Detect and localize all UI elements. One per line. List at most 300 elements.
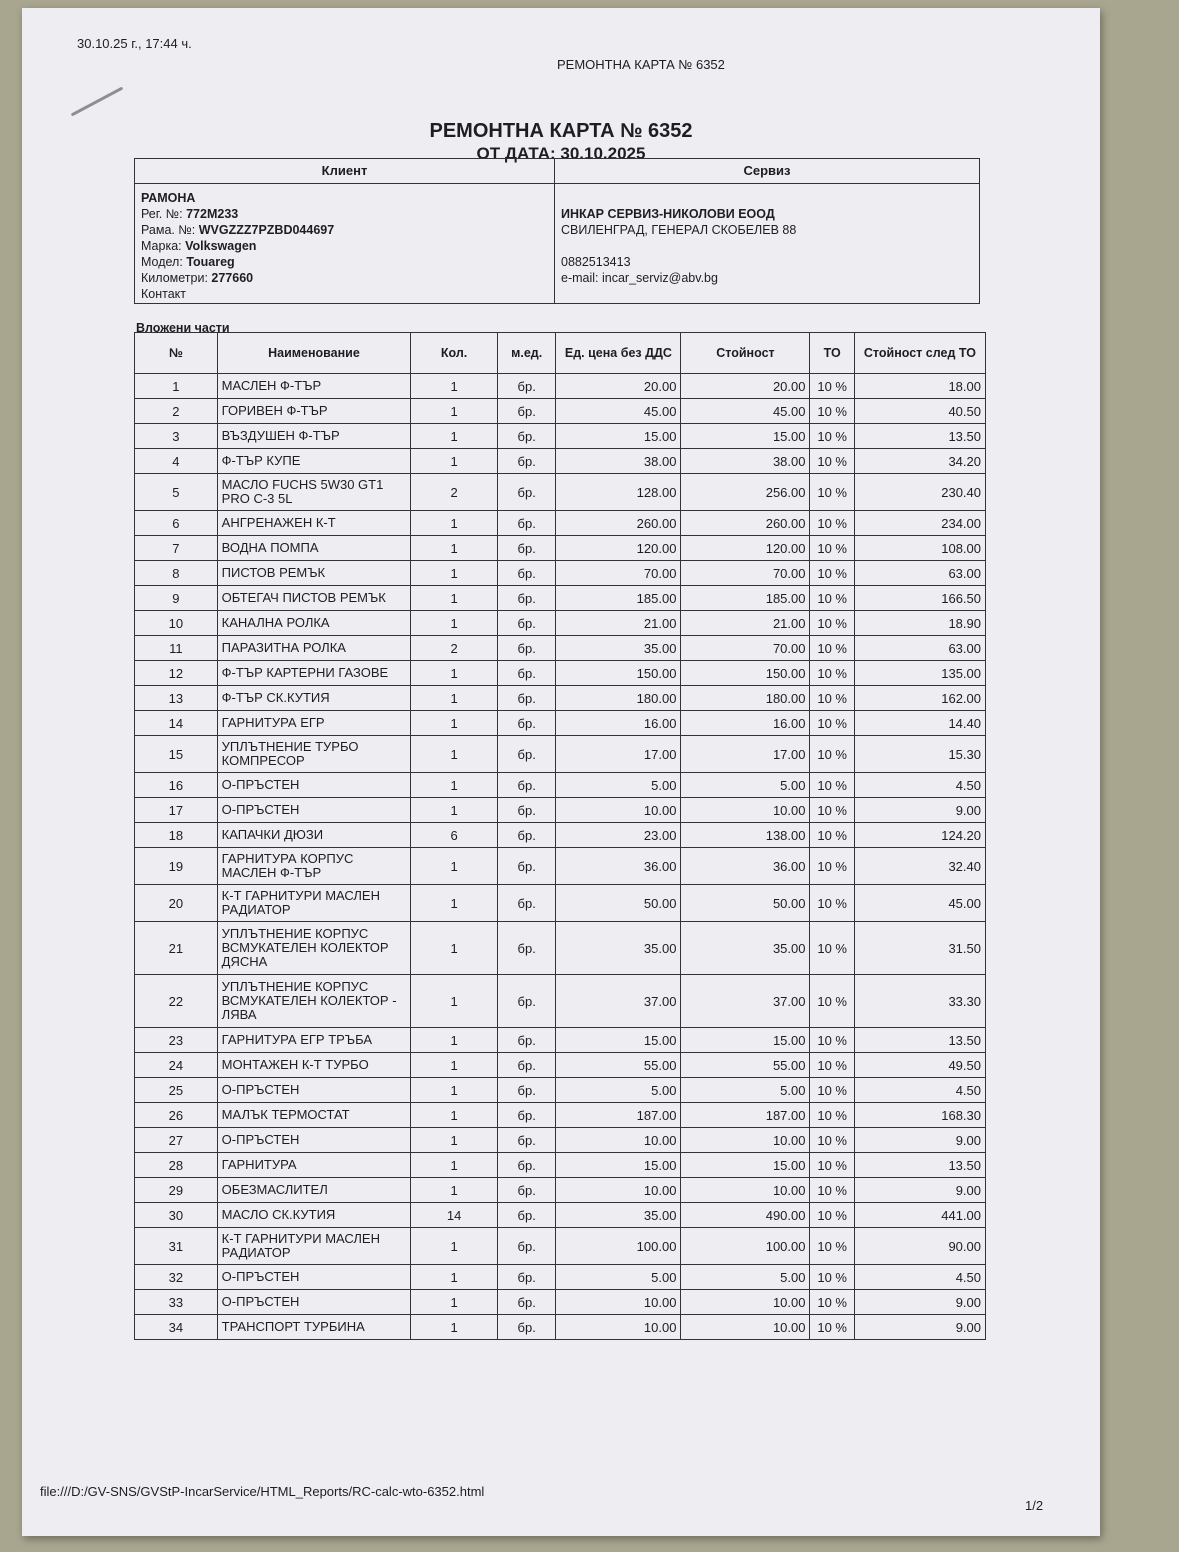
- client-name: РАМОНА: [141, 191, 196, 205]
- table-cell: 5.00: [556, 1265, 681, 1290]
- table-cell: бр.: [497, 736, 555, 773]
- table-cell: 8: [135, 561, 218, 586]
- table-cell: 1: [411, 1128, 498, 1153]
- table-row: [135, 1153, 986, 1178]
- table-cell: 1: [411, 1290, 498, 1315]
- table-cell: 10.00: [556, 798, 681, 823]
- table-cell: 1: [411, 611, 498, 636]
- table-cell: бр.: [497, 1290, 555, 1315]
- table-cell: 1: [411, 586, 498, 611]
- table-row: [135, 611, 986, 636]
- table-row: [135, 885, 986, 922]
- table-cell: 13.50: [854, 1153, 985, 1178]
- table-cell: 1: [411, 1028, 498, 1053]
- table-cell: 33: [135, 1290, 218, 1315]
- table-cell: 10.00: [681, 1315, 810, 1340]
- table-cell: 166.50: [854, 586, 985, 611]
- table-row: [135, 1053, 986, 1078]
- table-cell: 9.00: [854, 1178, 985, 1203]
- table-cell: 18: [135, 823, 218, 848]
- table-cell: 16: [135, 773, 218, 798]
- table-cell: 35.00: [681, 922, 810, 975]
- table-cell: 150.00: [681, 661, 810, 686]
- table-cell: КАПАЧКИ ДЮЗИ: [217, 823, 411, 848]
- make-label: Марка:: [141, 239, 182, 253]
- table-cell: 16.00: [681, 711, 810, 736]
- table-cell: 124.20: [854, 823, 985, 848]
- print-header-title: РЕМОНТНА КАРТА № 6352: [557, 57, 725, 72]
- table-cell: 20.00: [556, 374, 681, 399]
- reg-label: Рег. №:: [141, 207, 183, 221]
- table-cell: 10.00: [556, 1315, 681, 1340]
- table-row: [135, 1128, 986, 1153]
- table-row: [135, 1103, 986, 1128]
- table-cell: 16.00: [556, 711, 681, 736]
- table-cell: 35.00: [556, 922, 681, 975]
- table-cell: 1: [411, 1078, 498, 1103]
- table-cell: бр.: [497, 686, 555, 711]
- table-cell: 15.30: [854, 736, 985, 773]
- table-cell: 10 %: [810, 536, 854, 561]
- column-header: №: [135, 333, 218, 374]
- table-cell: Ф-ТЪР СК.КУТИЯ: [217, 686, 411, 711]
- table-cell: 5.00: [681, 1078, 810, 1103]
- table-cell: МАСЛЕН Ф-ТЪР: [217, 374, 411, 399]
- table-cell: 10 %: [810, 661, 854, 686]
- table-cell: 24: [135, 1053, 218, 1078]
- table-cell: 5.00: [681, 1265, 810, 1290]
- table-cell: 70.00: [556, 561, 681, 586]
- table-cell: 14.40: [854, 711, 985, 736]
- table-cell: 10 %: [810, 922, 854, 975]
- table-cell: бр.: [497, 1153, 555, 1178]
- table-cell: 10 %: [810, 736, 854, 773]
- table-cell: 1: [135, 374, 218, 399]
- table-cell: 63.00: [854, 561, 985, 586]
- table-cell: ТРАНСПОРТ ТУРБИНА: [217, 1315, 411, 1340]
- table-row: [135, 686, 986, 711]
- service-name: ИНКАР СЕРВИЗ-НИКОЛОВИ ЕООД: [561, 207, 775, 221]
- table-row: [135, 399, 986, 424]
- table-cell: 10: [135, 611, 218, 636]
- table-cell: 15.00: [681, 1028, 810, 1053]
- table-cell: 23: [135, 1028, 218, 1053]
- table-cell: 10 %: [810, 1290, 854, 1315]
- table-cell: бр.: [497, 798, 555, 823]
- table-cell: 1: [411, 661, 498, 686]
- table-row: [135, 561, 986, 586]
- table-cell: 1: [411, 449, 498, 474]
- document-page: [22, 8, 1100, 1536]
- table-cell: УПЛЪТНЕНИЕ ТУРБО КОМПРЕСОР: [217, 736, 411, 773]
- table-cell: 3: [135, 424, 218, 449]
- table-cell: 30: [135, 1203, 218, 1228]
- table-cell: бр.: [497, 823, 555, 848]
- table-cell: 2: [411, 474, 498, 511]
- table-cell: 162.00: [854, 686, 985, 711]
- table-body: [135, 374, 986, 1340]
- table-cell: 185.00: [681, 586, 810, 611]
- table-cell: 15.00: [681, 424, 810, 449]
- table-cell: 1: [411, 399, 498, 424]
- reg-value: 772M233: [186, 207, 239, 221]
- table-cell: 1: [411, 1265, 498, 1290]
- table-cell: ГАРНИТУРА ЕГР: [217, 711, 411, 736]
- table-cell: 15.00: [556, 1028, 681, 1053]
- table-row: [135, 1078, 986, 1103]
- table-cell: 9.00: [854, 798, 985, 823]
- table-cell: 1: [411, 1103, 498, 1128]
- table-cell: 5.00: [556, 1078, 681, 1103]
- table-cell: 185.00: [556, 586, 681, 611]
- table-cell: 1: [411, 773, 498, 798]
- table-cell: 21: [135, 922, 218, 975]
- table-cell: 10 %: [810, 798, 854, 823]
- table-cell: АНГРЕНАЖЕН К-Т: [217, 511, 411, 536]
- table-cell: 19: [135, 848, 218, 885]
- table-cell: 260.00: [556, 511, 681, 536]
- table-cell: 32: [135, 1265, 218, 1290]
- table-cell: 10 %: [810, 1103, 854, 1128]
- table-cell: 2: [135, 399, 218, 424]
- table-cell: 120.00: [556, 536, 681, 561]
- table-cell: 1: [411, 1178, 498, 1203]
- table-cell: 4.50: [854, 773, 985, 798]
- table-cell: 34.20: [854, 449, 985, 474]
- table-cell: 120.00: [681, 536, 810, 561]
- table-cell: бр.: [497, 561, 555, 586]
- table-cell: бр.: [497, 661, 555, 686]
- table-cell: 4: [135, 449, 218, 474]
- column-header: Стойност: [681, 333, 810, 374]
- table-cell: 10 %: [810, 975, 854, 1028]
- table-cell: 10.00: [556, 1128, 681, 1153]
- column-header: Наименование: [217, 333, 411, 374]
- table-cell: О-ПРЪСТЕН: [217, 1265, 411, 1290]
- table-cell: 15.00: [681, 1153, 810, 1178]
- vin-label: Рама. №:: [141, 223, 196, 237]
- table-cell: Ф-ТЪР КУПЕ: [217, 449, 411, 474]
- table-cell: 10 %: [810, 586, 854, 611]
- staple-icon: [71, 87, 124, 117]
- page-title: РЕМОНТНА КАРТА № 6352: [429, 120, 693, 142]
- table-row: [135, 1028, 986, 1053]
- table-cell: бр.: [497, 1128, 555, 1153]
- table-cell: К-Т ГАРНИТУРИ МАСЛЕН РАДИАТОР: [217, 1228, 411, 1265]
- table-row: [135, 711, 986, 736]
- table-cell: ВЪЗДУШЕН Ф-ТЪР: [217, 424, 411, 449]
- table-cell: 10.00: [681, 1178, 810, 1203]
- table-cell: бр.: [497, 1228, 555, 1265]
- table-cell: 441.00: [854, 1203, 985, 1228]
- table-cell: 10 %: [810, 424, 854, 449]
- table-cell: 25: [135, 1078, 218, 1103]
- table-cell: 11: [135, 636, 218, 661]
- table-cell: 1: [411, 536, 498, 561]
- table-cell: МАСЛО FUCHS 5W30 GT1 PRO C-3 5L: [217, 474, 411, 511]
- model-label: Модел:: [141, 255, 183, 269]
- table-cell: 256.00: [681, 474, 810, 511]
- table-cell: 45.00: [854, 885, 985, 922]
- table-cell: бр.: [497, 922, 555, 975]
- table-cell: бр.: [497, 511, 555, 536]
- table-cell: 135.00: [854, 661, 985, 686]
- table-cell: 9.00: [854, 1128, 985, 1153]
- column-header: Кол.: [411, 333, 498, 374]
- table-row: [135, 424, 986, 449]
- service-info: [555, 184, 979, 304]
- table-cell: 10 %: [810, 885, 854, 922]
- table-cell: Ф-ТЪР КАРТЕРНИ ГАЗОВЕ: [217, 661, 411, 686]
- table-cell: 10.00: [681, 798, 810, 823]
- table-cell: 27: [135, 1128, 218, 1153]
- table-cell: О-ПРЪСТЕН: [217, 1128, 411, 1153]
- table-cell: 17: [135, 798, 218, 823]
- service-address: СВИЛЕНГРАД, ГЕНЕРАЛ СКОБЕЛЕВ 88: [561, 223, 797, 237]
- table-cell: 10 %: [810, 511, 854, 536]
- table-row: [135, 474, 986, 511]
- table-cell: 10 %: [810, 823, 854, 848]
- table-cell: бр.: [497, 449, 555, 474]
- table-cell: 5: [135, 474, 218, 511]
- table-cell: 10 %: [810, 1315, 854, 1340]
- table-cell: КАНАЛНА РОЛКА: [217, 611, 411, 636]
- table-cell: 70.00: [681, 561, 810, 586]
- table-row: [135, 975, 986, 1028]
- table-cell: 26: [135, 1103, 218, 1128]
- table-row: [135, 1290, 986, 1315]
- table-cell: ВОДНА ПОМПА: [217, 536, 411, 561]
- table-cell: УПЛЪТНЕНИЕ КОРПУС ВСМУКАТЕЛЕН КОЛЕКТОР - ЛЯВА: [217, 975, 411, 1028]
- table-cell: 187.00: [556, 1103, 681, 1128]
- table-cell: бр.: [497, 773, 555, 798]
- service-phone: 0882513413: [561, 255, 631, 269]
- table-cell: 490.00: [681, 1203, 810, 1228]
- table-cell: 22: [135, 975, 218, 1028]
- table-cell: 150.00: [556, 661, 681, 686]
- table-cell: 1: [411, 736, 498, 773]
- table-row: [135, 536, 986, 561]
- table-cell: УПЛЪТНЕНИЕ КОРПУС ВСМУКАТЕЛЕН КОЛЕКТОР ДЯСНА: [217, 922, 411, 975]
- table-cell: 234.00: [854, 511, 985, 536]
- table-cell: 15: [135, 736, 218, 773]
- table-cell: 37.00: [556, 975, 681, 1028]
- table-row: [135, 823, 986, 848]
- table-cell: 180.00: [681, 686, 810, 711]
- table-cell: 90.00: [854, 1228, 985, 1265]
- table-cell: 63.00: [854, 636, 985, 661]
- table-row: [135, 511, 986, 536]
- table-row: [135, 848, 986, 885]
- table-cell: 10 %: [810, 561, 854, 586]
- table-cell: бр.: [497, 1103, 555, 1128]
- table-cell: 38.00: [556, 449, 681, 474]
- table-cell: 10 %: [810, 449, 854, 474]
- table-cell: бр.: [497, 424, 555, 449]
- table-cell: 33.30: [854, 975, 985, 1028]
- table-cell: бр.: [497, 1078, 555, 1103]
- table-cell: 13.50: [854, 1028, 985, 1053]
- column-header: ТО: [810, 333, 854, 374]
- table-cell: 23.00: [556, 823, 681, 848]
- table-cell: 7: [135, 536, 218, 561]
- table-cell: ГАРНИТУРА КОРПУС МАСЛЕН Ф-ТЪР: [217, 848, 411, 885]
- table-cell: 10 %: [810, 1053, 854, 1078]
- table-cell: 10 %: [810, 1028, 854, 1053]
- table-cell: 15.00: [556, 1153, 681, 1178]
- table-cell: 34: [135, 1315, 218, 1340]
- page-subtitle: ОТ ДАТА: 30.10.2025: [476, 144, 646, 163]
- table-cell: 2: [411, 636, 498, 661]
- table-cell: 1: [411, 885, 498, 922]
- table-cell: 17.00: [681, 736, 810, 773]
- table-row: [135, 586, 986, 611]
- table-cell: 70.00: [681, 636, 810, 661]
- table-cell: 1: [411, 1053, 498, 1078]
- table-row: [135, 736, 986, 773]
- table-cell: 1: [411, 1153, 498, 1178]
- table-cell: ГАРНИТУРА ЕГР ТРЪБА: [217, 1028, 411, 1053]
- table-cell: 1: [411, 511, 498, 536]
- table-cell: 14: [135, 711, 218, 736]
- table-cell: 9: [135, 586, 218, 611]
- table-cell: 13: [135, 686, 218, 711]
- table-cell: бр.: [497, 586, 555, 611]
- table-cell: 1: [411, 1315, 498, 1340]
- service-email: e-mail: incar_serviz@abv.bg: [561, 271, 718, 285]
- table-cell: 13.50: [854, 424, 985, 449]
- table-row: [135, 1315, 986, 1340]
- table-cell: 10 %: [810, 474, 854, 511]
- table-cell: 10 %: [810, 1178, 854, 1203]
- table-cell: 1: [411, 798, 498, 823]
- table-cell: 180.00: [556, 686, 681, 711]
- table-header-row: [135, 333, 986, 374]
- table-cell: 10 %: [810, 1153, 854, 1178]
- table-cell: МАЛЪК ТЕРМОСТАТ: [217, 1103, 411, 1128]
- table-cell: 36.00: [556, 848, 681, 885]
- table-cell: ОБТЕГАЧ ПИСТОВ РЕМЪК: [217, 586, 411, 611]
- table-cell: 10 %: [810, 1228, 854, 1265]
- table-cell: 50.00: [681, 885, 810, 922]
- table-cell: 10 %: [810, 374, 854, 399]
- table-cell: 45.00: [556, 399, 681, 424]
- table-cell: 35.00: [556, 636, 681, 661]
- table-cell: 168.30: [854, 1103, 985, 1128]
- client-heading: Клиент: [135, 159, 555, 183]
- table-cell: 4.50: [854, 1078, 985, 1103]
- vin-value: WVGZZZ7PZBD044697: [198, 223, 335, 237]
- table-cell: 55.00: [681, 1053, 810, 1078]
- table-cell: МАСЛО СК.КУТИЯ: [217, 1203, 411, 1228]
- table-cell: бр.: [497, 885, 555, 922]
- table-cell: 10 %: [810, 636, 854, 661]
- table-cell: 100.00: [681, 1228, 810, 1265]
- table-cell: бр.: [497, 374, 555, 399]
- table-cell: 1: [411, 424, 498, 449]
- table-cell: 10 %: [810, 773, 854, 798]
- table-cell: бр.: [497, 1203, 555, 1228]
- table-row: [135, 1228, 986, 1265]
- table-cell: 10 %: [810, 399, 854, 424]
- table-cell: 45.00: [681, 399, 810, 424]
- km-value: 277660: [211, 271, 254, 285]
- client-service-box: [134, 158, 980, 304]
- table-cell: 18.90: [854, 611, 985, 636]
- client-info: [135, 184, 555, 304]
- table-cell: 10 %: [810, 611, 854, 636]
- column-header: Стойност след ТО: [854, 333, 985, 374]
- table-cell: 1: [411, 975, 498, 1028]
- table-cell: 55.00: [556, 1053, 681, 1078]
- contact-label: Контакт: [141, 287, 187, 301]
- table-cell: бр.: [497, 711, 555, 736]
- table-row: [135, 773, 986, 798]
- table-cell: О-ПРЪСТЕН: [217, 1290, 411, 1315]
- table-cell: 18.00: [854, 374, 985, 399]
- table-cell: 230.40: [854, 474, 985, 511]
- table-cell: 1: [411, 848, 498, 885]
- table-cell: 32.40: [854, 848, 985, 885]
- print-timestamp: 30.10.25 г., 17:44 ч.: [77, 36, 192, 51]
- table-cell: 36.00: [681, 848, 810, 885]
- table-row: [135, 636, 986, 661]
- table-cell: 50.00: [556, 885, 681, 922]
- table-cell: О-ПРЪСТЕН: [217, 773, 411, 798]
- table-cell: 1: [411, 561, 498, 586]
- table-cell: бр.: [497, 399, 555, 424]
- service-heading: Сервиз: [743, 163, 791, 178]
- table-cell: 10.00: [556, 1178, 681, 1203]
- table-cell: К-Т ГАРНИТУРИ МАСЛЕН РАДИАТОР: [217, 885, 411, 922]
- footer-url: file:///D:/GV-SNS/GVStP-IncarService/HTML_Reports/RC-calc-wto-6352.html: [40, 1484, 485, 1499]
- table-cell: 128.00: [556, 474, 681, 511]
- table-cell: 35.00: [556, 1203, 681, 1228]
- table-cell: бр.: [497, 1265, 555, 1290]
- table-cell: 20.00: [681, 374, 810, 399]
- table-cell: 14: [411, 1203, 498, 1228]
- table-cell: 28: [135, 1153, 218, 1178]
- table-cell: бр.: [497, 1028, 555, 1053]
- table-cell: ГАРНИТУРА: [217, 1153, 411, 1178]
- column-header: Ед. цена без ДДС: [556, 333, 681, 374]
- parts-table: [134, 332, 986, 1340]
- table-cell: 17.00: [556, 736, 681, 773]
- table-cell: 37.00: [681, 975, 810, 1028]
- table-row: [135, 922, 986, 975]
- table-cell: 10.00: [681, 1290, 810, 1315]
- table-cell: 20: [135, 885, 218, 922]
- table-row: [135, 1265, 986, 1290]
- km-label: Километри:: [141, 271, 208, 285]
- table-cell: 1: [411, 686, 498, 711]
- table-cell: бр.: [497, 611, 555, 636]
- table-cell: бр.: [497, 636, 555, 661]
- table-cell: 5.00: [556, 773, 681, 798]
- parts-label: Вложени части: [136, 321, 230, 335]
- page-number: 1/2: [1025, 1498, 1044, 1513]
- table-cell: 15.00: [556, 424, 681, 449]
- table-cell: 38.00: [681, 449, 810, 474]
- table-cell: 138.00: [681, 823, 810, 848]
- table-cell: 10 %: [810, 848, 854, 885]
- table-cell: 260.00: [681, 511, 810, 536]
- table-cell: 40.50: [854, 399, 985, 424]
- table-cell: 10 %: [810, 711, 854, 736]
- make-value: Volkswagen: [185, 239, 257, 253]
- table-cell: 10 %: [810, 1265, 854, 1290]
- table-cell: 31.50: [854, 922, 985, 975]
